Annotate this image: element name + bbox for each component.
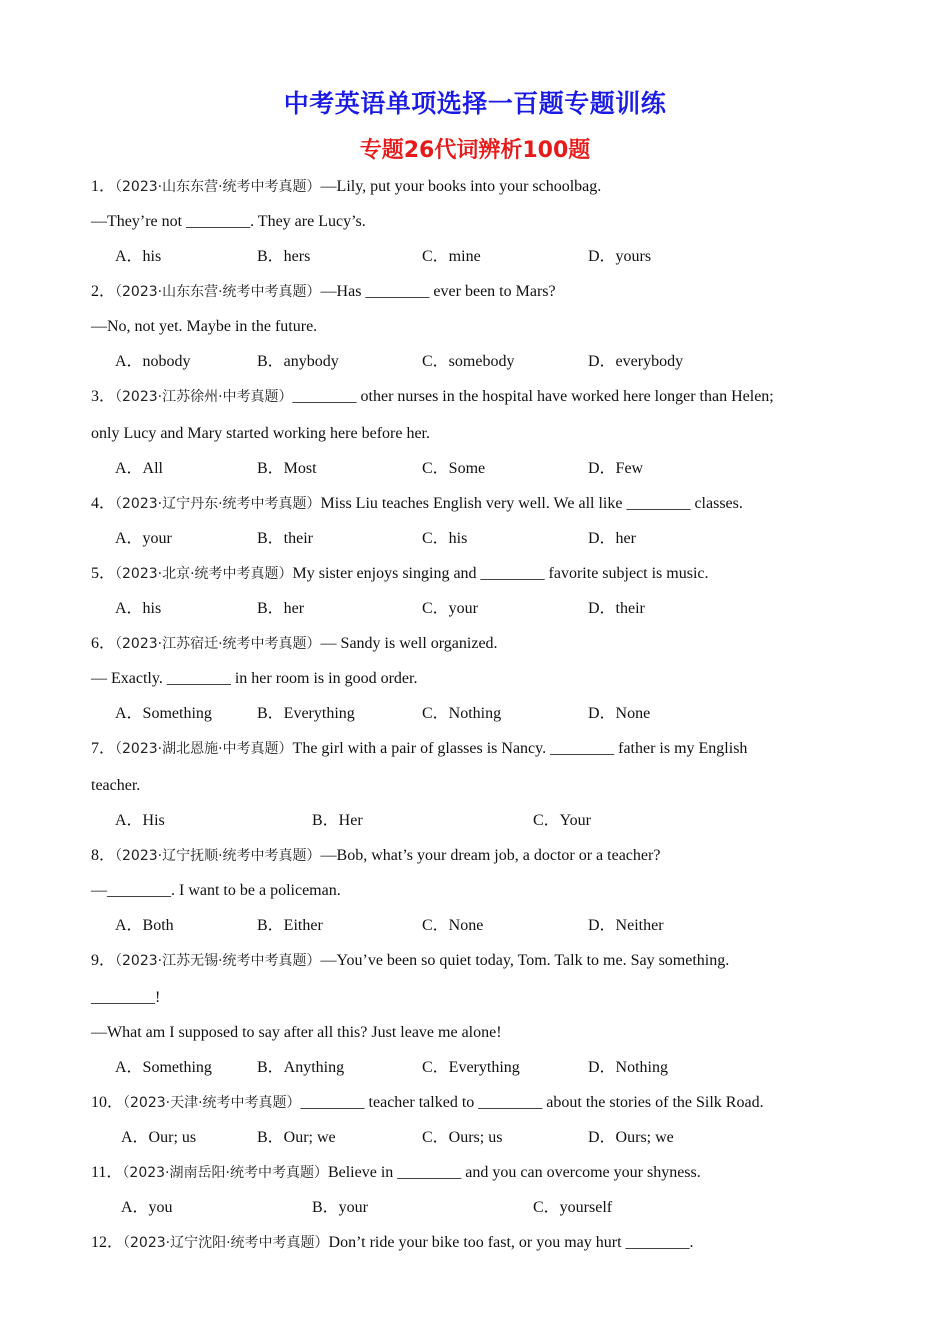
question-9-line: ________! xyxy=(91,989,161,1006)
question-source: （2023·天津·统考中考真题） xyxy=(123,1095,301,1111)
option-d: D．Neither xyxy=(588,917,664,934)
option-c: C．Some xyxy=(422,460,486,477)
option-b: B．Most xyxy=(257,460,317,477)
option-b: B．Anything xyxy=(257,1059,345,1076)
question-source: （2023·山东东营·统考中考真题） xyxy=(115,284,321,300)
option-c: C．mine xyxy=(422,248,481,265)
option-d: D．her xyxy=(588,530,636,547)
option-c: C．None xyxy=(422,917,484,934)
question-source: （2023·辽宁丹东·统考中考真题） xyxy=(115,496,321,512)
option-b: B．your xyxy=(312,1199,369,1216)
option-c: C．Nothing xyxy=(422,705,502,722)
option-a: A．All xyxy=(115,460,164,477)
question-8-stem: 8．（2023·辽宁抚顺·统考中考真题）—Bob, what’s your dream job, a doctor or a teacher? xyxy=(91,847,661,864)
question-source: （2023·湖北恩施·中考真题） xyxy=(115,741,293,757)
option-a: A．you xyxy=(121,1199,173,1216)
option-b: B．Our; we xyxy=(257,1129,336,1146)
option-c: C．yourself xyxy=(533,1199,613,1216)
question-source: （2023·北京·统考中考真题） xyxy=(115,566,293,582)
question-source: （2023·辽宁抚顺·统考中考真题） xyxy=(115,848,321,864)
question-12-stem: 12．（2023·辽宁沈阳·统考中考真题）Don’t ride your bike too fast, or you may hurt ________. xyxy=(91,1234,694,1251)
option-d: D．None xyxy=(588,705,651,722)
option-d: D．Few xyxy=(588,460,644,477)
question-7-stem: 7．（2023·湖北恩施·中考真题）The girl with a pair of glasses is Nancy. ________ father is my English xyxy=(91,740,748,757)
option-d: D．Ours; we xyxy=(588,1129,674,1146)
question-source: （2023·湖南岳阳·统考中考真题） xyxy=(122,1165,328,1181)
option-a: A．his xyxy=(115,600,162,617)
option-b: B．Her xyxy=(312,812,363,829)
question-11-stem: 11．（2023·湖南岳阳·统考中考真题）Believe in ________ and you can overcome your shyness. xyxy=(91,1164,701,1181)
question-9-stem: 9．（2023·江苏无锡·统考中考真题）—You’ve been so quiet today, Tom. Talk to me. Say something. xyxy=(91,952,730,969)
question-2-stem: 2．（2023·山东东营·统考中考真题）—Has ________ ever been to Mars? xyxy=(91,283,556,300)
option-a: A．Something xyxy=(115,705,212,722)
option-c: C．Your xyxy=(533,812,591,829)
option-d: D．everybody xyxy=(588,353,684,370)
question-1-line: —They’re not ________. They are Lucy’s. xyxy=(91,213,366,230)
option-d: D．yours xyxy=(588,248,652,265)
question-5-stem: 5．（2023·北京·统考中考真题）My sister enjoys singing and ________ favorite subject is music. xyxy=(91,565,709,582)
option-b: B．anybody xyxy=(257,353,339,370)
option-c: C．his xyxy=(422,530,468,547)
question-4-stem: 4．（2023·辽宁丹东·统考中考真题）Miss Liu teaches English very well. We all like ________ classes. xyxy=(91,495,743,512)
question-3-line: only Lucy and Mary started working here before her. xyxy=(91,425,430,442)
option-a: A．Something xyxy=(115,1059,212,1076)
question-source: （2023·江苏宿迁·统考中考真题） xyxy=(115,636,321,652)
question-10-stem: 10．（2023·天津·统考中考真题）________ teacher talked to ________ about the stories of the Silk Road. xyxy=(91,1094,764,1111)
option-b: B．their xyxy=(257,530,313,547)
option-d: D．Nothing xyxy=(588,1059,669,1076)
option-a: A．Our; us xyxy=(121,1129,197,1146)
document-subtitle: 专题26代词辨析100题 xyxy=(359,138,591,163)
question-source: （2023·辽宁沈阳·统考中考真题） xyxy=(123,1235,329,1251)
question-source: （2023·江苏徐州·中考真题） xyxy=(115,389,293,405)
option-c: C．somebody xyxy=(422,353,515,370)
option-c: C．Everything xyxy=(422,1059,520,1076)
option-b: B．Everything xyxy=(257,705,355,722)
question-6-stem: 6．（2023·江苏宿迁·统考中考真题）— Sandy is well organized. xyxy=(91,635,498,652)
question-8-line: —________. I want to be a policeman. xyxy=(91,882,341,899)
question-3-stem: 3．（2023·江苏徐州·中考真题）________ other nurses in the hospital have worked here longer than Helen; xyxy=(91,388,774,405)
question-2-line: —No, not yet. Maybe in the future. xyxy=(91,318,318,335)
document-title: 中考英语单项选择一百题专题训练 xyxy=(283,89,667,118)
option-a: A．His xyxy=(115,812,165,829)
option-b: B．Either xyxy=(257,917,323,934)
option-c: C．Ours; us xyxy=(422,1129,503,1146)
option-a: A．your xyxy=(115,530,172,547)
option-d: D．their xyxy=(588,600,645,617)
question-6-line: — Exactly. ________ in her room is in good order. xyxy=(91,670,418,687)
option-a: A．Both xyxy=(115,917,174,934)
option-b: B．hers xyxy=(257,248,311,265)
question-9-line: —What am I supposed to say after all this? Just leave me alone! xyxy=(91,1024,502,1041)
question-1-stem: 1．（2023·山东东营·统考中考真题）—Lily, put your books into your schoolbag. xyxy=(91,178,602,195)
question-source: （2023·江苏无锡·统考中考真题） xyxy=(115,953,321,969)
option-a: A．his xyxy=(115,248,162,265)
question-source: （2023·山东东营·统考中考真题） xyxy=(115,179,321,195)
option-a: A．nobody xyxy=(115,353,191,370)
question-7-line: teacher. xyxy=(91,777,141,794)
option-b: B．her xyxy=(257,600,305,617)
option-c: C．your xyxy=(422,600,479,617)
